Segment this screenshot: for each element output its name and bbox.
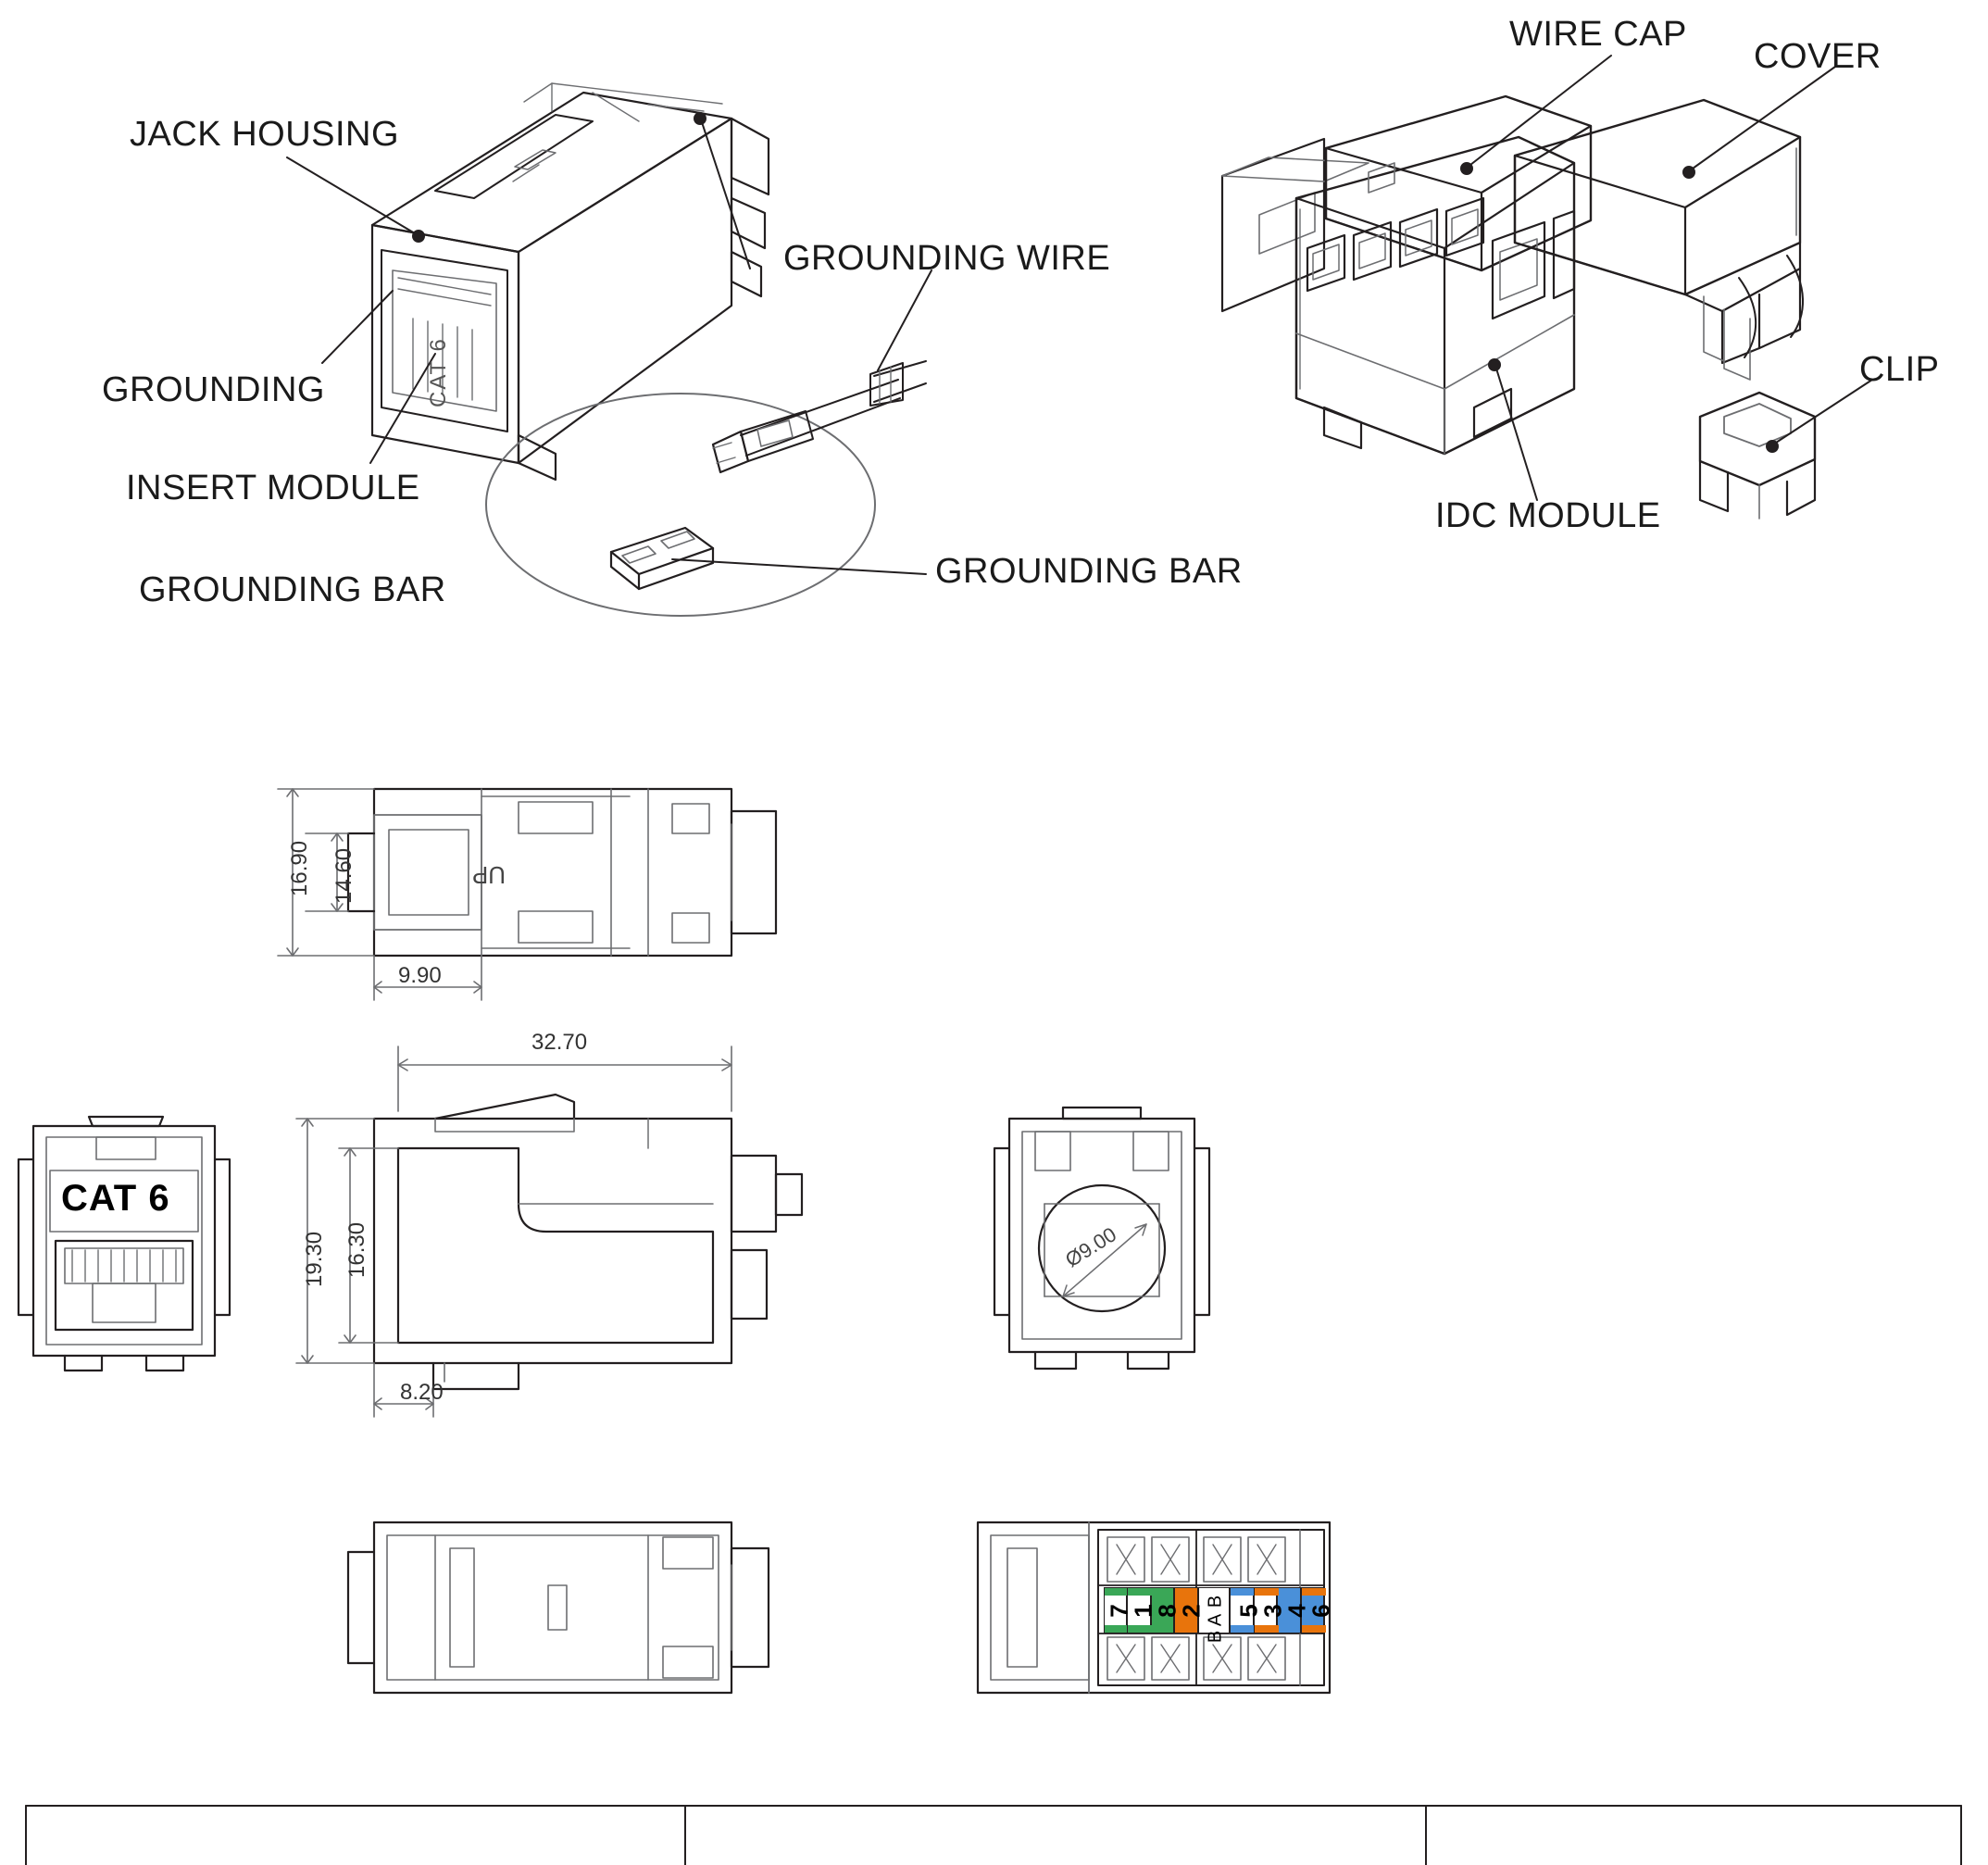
pin-number-8: 8	[1153, 1604, 1182, 1618]
pin-number-7: 7	[1105, 1604, 1133, 1618]
dim-side-height-inner: 16.30	[344, 1221, 369, 1278]
callout-grounding: GROUNDING	[102, 370, 325, 409]
dim-top-width: 9.90	[398, 963, 442, 988]
dim-side-height-outer: 19.30	[302, 1231, 327, 1287]
dim-top-height-inner: 14.60	[331, 847, 356, 904]
pin-number-6: 6	[1307, 1604, 1335, 1618]
pin-number-5: 5	[1234, 1604, 1263, 1618]
callout-wire-cap: WIRE CAP	[1509, 15, 1687, 54]
cover-piece-isometric	[1515, 100, 1803, 380]
callout-jack-housing: JACK HOUSING	[130, 115, 400, 154]
side-view-drawing	[374, 1095, 802, 1389]
grounding-bar-detail-bubble	[486, 361, 926, 616]
callout-idc-module: IDC MODULE	[1435, 496, 1661, 535]
pin-number-1: 1	[1129, 1604, 1157, 1618]
callout-grounding-bar-left: GROUNDING BAR	[139, 570, 446, 609]
callout-grounding-bar-detail: GROUNDING BAR	[935, 552, 1243, 591]
cat6-side-marking: CAT 6	[426, 337, 451, 407]
callout-clip: CLIP	[1859, 350, 1940, 389]
up-marking: UP	[471, 861, 506, 889]
callout-insert-module: INSERT MODULE	[126, 469, 420, 507]
callout-grounding-wire: GROUNDING WIRE	[783, 239, 1111, 278]
cat6-badge-label: CAT 6	[61, 1178, 170, 1219]
pin-number-3: 3	[1258, 1604, 1287, 1618]
dim-top-height-outer: 16.90	[287, 840, 312, 896]
dim-rear-diameter: Ø9.00	[1061, 1222, 1121, 1272]
title-block	[26, 1806, 1961, 1865]
pin-number-4: 4	[1282, 1604, 1311, 1618]
front-view-drawing	[19, 1117, 230, 1371]
dim-side-foot: 8.20	[400, 1380, 444, 1405]
standard-mark-b1: B	[1205, 1595, 1226, 1608]
clip-piece-isometric	[1700, 393, 1815, 519]
top-view-drawing	[348, 789, 776, 956]
dim-side-length: 32.70	[531, 1030, 588, 1055]
bottom-view-drawing	[348, 1522, 769, 1693]
standard-mark-a: A	[1205, 1613, 1226, 1627]
standard-mark-b2: B	[1205, 1630, 1226, 1644]
callout-cover: COVER	[1754, 37, 1882, 76]
pin-number-2: 2	[1177, 1604, 1206, 1618]
